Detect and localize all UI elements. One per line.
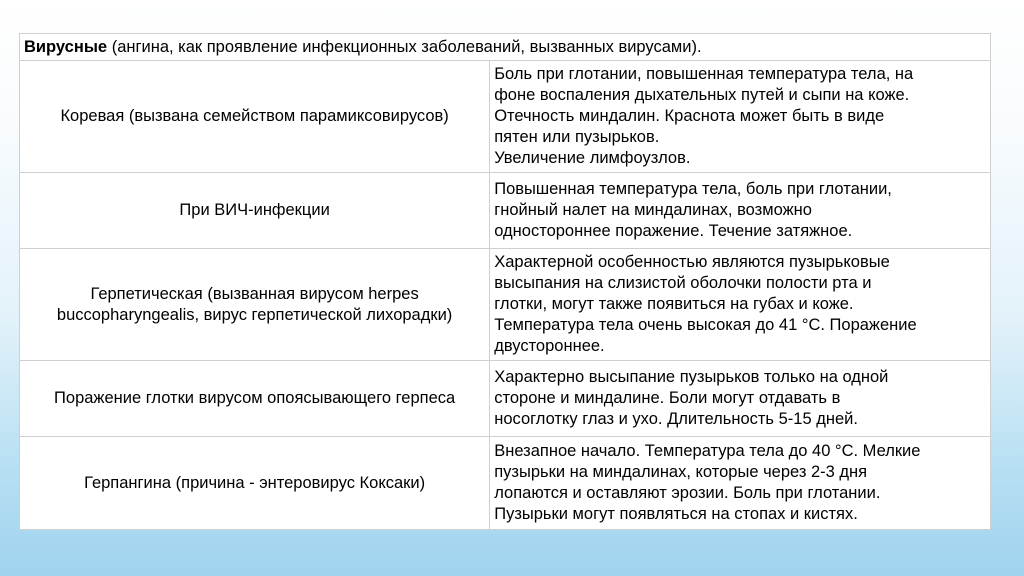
- row-name-line: buccopharyngealis, вирус герпетической лихорадки): [56, 305, 453, 324]
- row-name-cell: [20, 437, 490, 530]
- row-name-line: При ВИЧ-инфекции: [179, 201, 330, 219]
- row-description-cell: [490, 249, 991, 361]
- row-name-line: Герпетическая (вызванная вирусом herpes: [90, 284, 419, 303]
- description-line: Повышенная температура тела, боль при глотании,: [494, 180, 892, 198]
- row-name-cell: [20, 361, 490, 437]
- angina-table: [19, 33, 991, 530]
- header-bold-label: Вирусные: [24, 37, 108, 56]
- description-line: двустороннее.: [494, 337, 605, 355]
- description-line: Пузырьки могут появляться на стопах и кистях.: [494, 505, 858, 523]
- table-header-row: [20, 34, 991, 61]
- description-line: Температура тела очень высокая до 41 °С. Поражение: [494, 316, 917, 334]
- row-description-cell: [490, 61, 991, 173]
- table-row: [20, 173, 991, 249]
- table-header-cell: [20, 34, 991, 61]
- description-line: высыпания на слизистой оболочки полости рта и: [494, 274, 872, 292]
- description-line: Отечность миндалин. Краснота может быть в виде: [494, 107, 885, 125]
- description-line: Увеличение лимфоузлов.: [494, 149, 691, 167]
- description-line: Боль при глотании, повышенная температура тела, на: [494, 65, 914, 83]
- table-row: [20, 361, 991, 437]
- row-name-line: Коревая (вызвана семейством парамиксовирусов): [60, 107, 449, 125]
- description-line: пузырьки на миндалинах, которые через 2-3 дня: [494, 463, 868, 481]
- description-line: глотки, могут также появиться на губах и коже.: [494, 295, 854, 313]
- row-description-cell: [490, 173, 991, 249]
- row-description-cell: [490, 437, 991, 530]
- table-row: [20, 61, 991, 173]
- description-line: носоглотку глаз и ухо. Длительность 5-15 дней.: [494, 410, 858, 428]
- description-line: фоне воспаления дыхательных путей и сыпи на коже.: [494, 86, 910, 104]
- row-name-cell: [20, 61, 490, 173]
- row-name-cell: [20, 173, 490, 249]
- row-name-line: Поражение глотки вирусом опоясывающего герпеса: [54, 389, 456, 407]
- header-description: (ангина, как проявление инфекционных заболеваний, вызванных вирусами).: [107, 37, 702, 56]
- description-line: пятен или пузырьков.: [494, 128, 660, 146]
- description-line: лопаются и оставляют эрозии. Боль при глотании.: [494, 484, 881, 502]
- description-line: Характерной особенностью являются пузырьковые: [494, 253, 890, 271]
- table-row: [20, 249, 991, 361]
- row-name-cell: [20, 249, 490, 361]
- row-description-cell: [490, 361, 991, 437]
- description-line: Характерно высыпание пузырьков только на одной: [494, 368, 889, 386]
- table-row: [20, 437, 991, 530]
- description-line: Внезапное начало. Температура тела до 40 °С. Мелкие: [494, 442, 921, 460]
- description-line: одностороннее поражение. Течение затяжное.: [494, 222, 853, 240]
- description-line: гнойный налет на миндалинах, возможно: [494, 201, 812, 219]
- row-name-line: Герпангина (причина - энтеровирус Коксаки): [84, 473, 426, 492]
- description-line: стороне и миндалине. Боли могут отдавать в: [494, 389, 841, 407]
